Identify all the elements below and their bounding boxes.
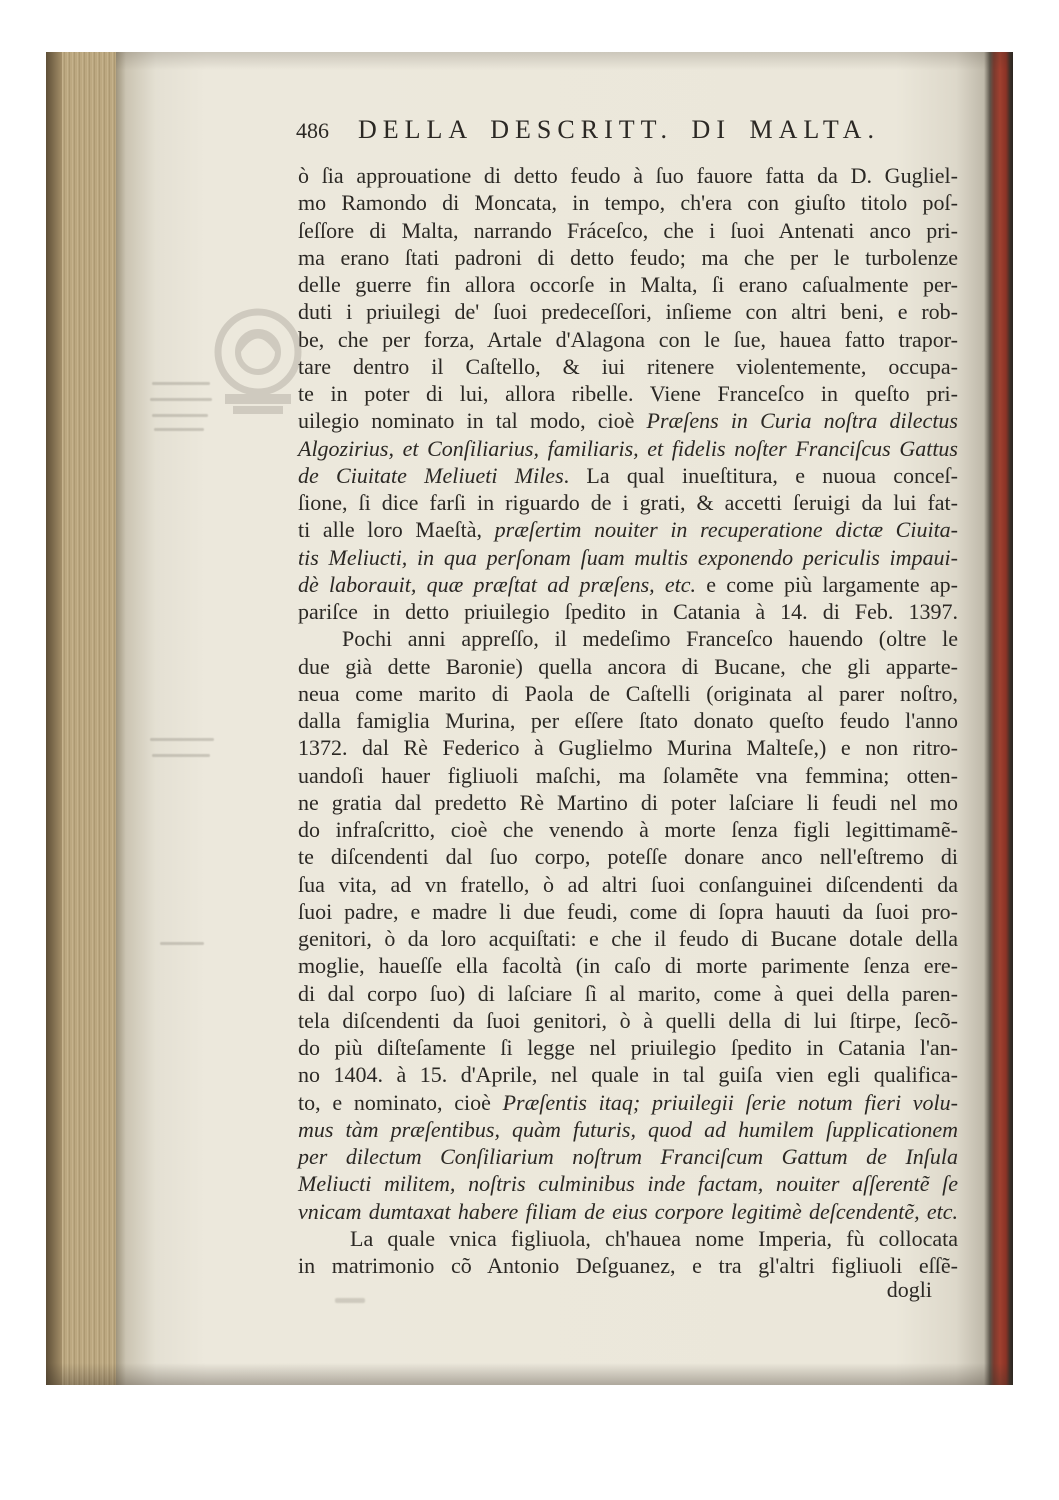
text-line [298, 925, 958, 952]
line-text: be, che per forza, Artale d'Alagona con le ſue, hauea fatto trapor- [298, 326, 958, 352]
line-text: La quale vnica figliuola, ch'hauea nome Imperia, fù collocata [350, 1225, 958, 1251]
body-text [298, 162, 958, 1279]
line-text: ſua vita, ad vn fratello, ò ad altri ſuoi conſanguinei diſcendenti da [298, 871, 958, 897]
bottom-edge-shadow [46, 1363, 1013, 1385]
signature-mark [335, 1298, 365, 1303]
line-text: do infraſcritto, cioè che venendo à morte ſenza figli legittimamẽ- [298, 817, 958, 842]
text-line [298, 734, 958, 761]
text-line [298, 816, 958, 843]
line-text: . La qual inueſtitura, e nuoua conceſ- [563, 462, 958, 488]
text-line [298, 380, 958, 407]
line-text: ti alle loro Maeſtà, [298, 517, 495, 543]
text-line [298, 1007, 958, 1034]
text-line [298, 326, 958, 353]
line-text: duti i priuilegi de' ſuoi predeceſſori, inſieme con altri beni, e rob- [298, 299, 958, 325]
text-line [298, 1034, 958, 1061]
text-line [298, 707, 958, 734]
text-line [298, 271, 958, 298]
text-line [298, 489, 958, 516]
line-text: ſeſſore di Malta, narrando Fráceſco, che i ſuoi Antenati anco pri- [298, 217, 958, 243]
margin-note-mark [152, 754, 210, 757]
line-text: genitori, ò da loro acquiſtati: e che il feudo di Bucane dotale della [298, 926, 958, 951]
text-line [298, 353, 958, 380]
text-line [298, 653, 958, 680]
text-line [298, 680, 958, 707]
text-line [298, 898, 958, 925]
text-line [298, 980, 958, 1007]
text-line [298, 162, 958, 189]
margin-note-mark [152, 414, 208, 417]
latin-quotation: Algozirius, et Conſiliarius, familiaris, et fidelis noſter Franciſcus Gattus [298, 435, 958, 461]
margin-note-mark [160, 942, 204, 945]
text-line [298, 244, 958, 271]
text-line [298, 462, 958, 489]
line-text: mo Ramondo di Moncata, in tempo, ch'era con giuſto titolo poſ- [298, 190, 958, 216]
text-line [298, 217, 958, 244]
text-line [298, 544, 958, 571]
text-line [298, 843, 958, 870]
line-text: ò ſia approuatione di detto feudo à ſuo fauore fatta da D. Gugliel- [298, 163, 958, 188]
line-text: uandoſi hauer figliuoli maſchi, ma ſolamẽte vna femmina; otten- [298, 762, 958, 788]
margin-note-mark [150, 398, 212, 401]
text-line [298, 871, 958, 898]
latin-quotation: per dilectum Conſiliarium noſtrum Franciſcum Gattum de Inſula [298, 1144, 958, 1169]
text-line [298, 789, 958, 816]
running-header [296, 114, 916, 146]
paragraph-first-line [298, 625, 958, 652]
line-text: to, e nominato, cioè [298, 1089, 503, 1115]
line-text: ma erano ſtati padroni di detto feudo; ma che per le turbolenze [298, 244, 958, 270]
line-text: neua come marito di Paola de Caſtelli (originata al parer noſtro, [298, 680, 958, 706]
line-text: di dal corpo ſuo) di laſciare ſì al marito, come à quei della paren- [298, 980, 958, 1006]
text-line [298, 1198, 958, 1225]
line-text: dalla famiglia Murina, per eſſere ſtato donato queſto feudo l'anno [298, 708, 958, 733]
line-text: ſuoi padre, e madre li due feudi, come di ſopra hauuti da ſuoi pro- [298, 898, 958, 924]
latin-quotation: vnicam dumtaxat habere filiam de eius corpore legitimè deſcendentẽ, etc. [298, 1198, 958, 1224]
line-text: Pochi anni appreſſo, il medeſimo Franceſco hauendo (oltre le [342, 626, 958, 652]
latin-quotation: dè laborauit, quæ præſtat ad præſens, etc. [298, 571, 696, 597]
text-line [298, 1061, 958, 1088]
line-text: 1372. dal Rè Federico à Guglielmo Murina Malteſe,) e non ritro- [298, 735, 958, 761]
line-text: ſione, ſi dice farſi in riguardo de i grati, & accetti ſeruigi da lui fat- [298, 490, 958, 515]
latin-quotation: de Ciuitate Meliueti Miles [298, 462, 564, 488]
margin-note-mark [152, 382, 210, 385]
line-text: in matrimonio cõ Antonio Deſguanez, e tra gl'altri figliuoli eſſẽ- [298, 1253, 958, 1278]
text-line [298, 571, 958, 598]
latin-quotation: Meliucti militem, noſtris culminibus inde factam, nouiter aſſerentẽ ſe [298, 1171, 958, 1197]
page-number: 486 [296, 118, 329, 143]
text-line [298, 952, 958, 979]
line-text: te in poter di lui, allora ribelle. Viene Franceſco in queſto pri- [298, 381, 958, 406]
margin-note-mark [150, 738, 214, 741]
line-text: ne gratia dal predetto Rè Martino di poter laſciare li feudi nel mo [298, 789, 958, 815]
latin-quotation: præſertim nouiter in recuperatione dictæ Ciuita- [494, 517, 959, 543]
margin-note-mark [154, 428, 204, 431]
text-line [298, 298, 958, 325]
text-line [298, 1089, 958, 1116]
text-line [298, 1170, 958, 1197]
text-line [298, 598, 958, 625]
top-edge-shadow [116, 52, 1013, 70]
latin-quotation: tis Meliucti, in qua perſonam ſuam multis exponendo periculis impaui- [298, 544, 958, 570]
fore-edge-shadow [46, 52, 62, 1385]
text-line [298, 189, 958, 216]
line-text: moglie, haueſſe ella facoltà (in caſo di morte parimente ſenza ere- [298, 953, 958, 979]
line-text: e come più largamente ap- [696, 571, 958, 597]
text-line [298, 762, 958, 789]
line-text: pariſce in detto priuilegio ſpedito in Catania à 14. di Feb. 1397. [298, 599, 958, 624]
line-text: te diſcendenti dal ſuo corpo, poteſſe donare anco nell'eſtremo di [298, 844, 958, 870]
text-line [298, 1116, 958, 1143]
text-line [298, 435, 958, 462]
latin-quotation: Præſentis itaq; priuilegii ſerie notum fieri volu- [502, 1089, 958, 1115]
latin-quotation: mus tàm præſentibus, quàm futuris, quod ad humilem ſupplicationem [298, 1116, 958, 1142]
line-text: tare dentro il Caſtello, & iui ritenere violentemente, occupa- [298, 353, 958, 379]
line-text: uilegio nominato in tal modo, cioè [298, 408, 647, 434]
catchword: dogli [886, 1277, 932, 1302]
text-line [298, 407, 958, 434]
latin-quotation: Præſens in Curia noſtra dilectus [646, 408, 958, 434]
line-text: no 1404. à 15. d'Aprile, nel quale in tal guiſa vien egli qualifica- [298, 1062, 958, 1088]
line-text: tela diſcendenti da ſuoi genitori, ò à quelli della di lui ſtirpe, ſecõ- [298, 1007, 958, 1033]
line-text: delle guerre fin allora occorſe in Malta, ſi erano caſualmente per- [298, 272, 958, 297]
line-text: due già dette Baronie) quella ancora di Bucane, che gli apparte- [298, 653, 958, 679]
text-line [298, 516, 958, 543]
text-line [298, 1143, 958, 1170]
running-title: DELLA DESCRITT. DI MALTA. [358, 115, 880, 144]
line-text: do più diſteſamente ſi legge nel priuilegio ſpedito in Catania l'an- [298, 1035, 958, 1060]
paragraph-first-line [298, 1225, 958, 1252]
